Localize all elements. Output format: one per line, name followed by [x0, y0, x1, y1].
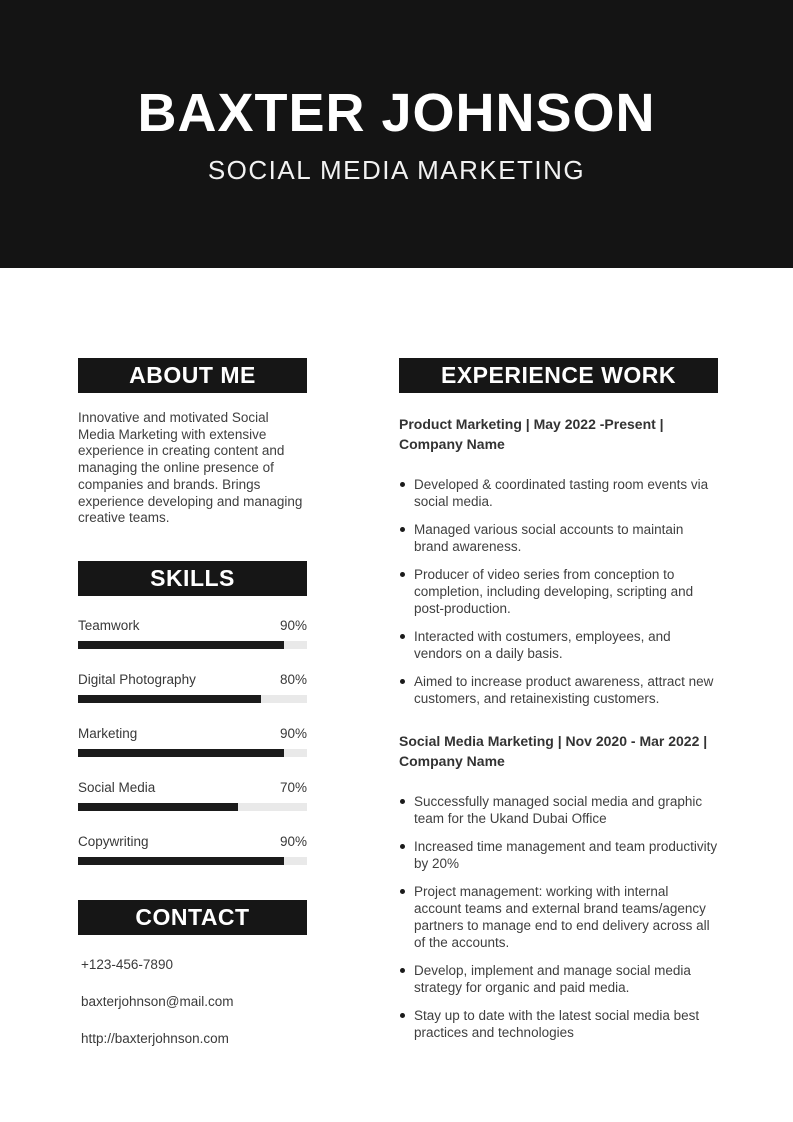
job-bullet: Developed & coordinated tasting room events via social media.	[399, 476, 718, 510]
skill-label: Marketing	[78, 725, 138, 741]
job-bullet: Stay up to date with the latest social media best practices and technologies	[399, 1007, 718, 1041]
resume-header	[0, 0, 793, 268]
job-bullet: Develop, implement and manage social media strategy for organic and paid media.	[399, 962, 718, 996]
skill-line	[78, 780, 307, 795]
contact-item: +123-456-7890	[81, 956, 173, 972]
skill-progress-fill	[78, 803, 238, 811]
job-entry	[399, 414, 718, 707]
skill-label: Digital Photography	[78, 671, 196, 687]
job-bullet: Successfully managed social media and graphic team for the Ukand Dubai Office	[399, 793, 718, 827]
job-heading: Social Media Marketing | Nov 2020 - Mar 2022 | Company Name	[399, 733, 708, 769]
job-bullet: Interacted with costumers, employees, and vendors on a daily basis.	[399, 628, 718, 662]
job-heading: Product Marketing | May 2022 -Present | Company Name	[399, 416, 664, 452]
skills-list	[78, 618, 307, 865]
skill-row	[78, 726, 307, 757]
skills-section	[78, 561, 307, 865]
skill-percent: 90%	[279, 725, 307, 741]
about-text: Innovative and motivated Social Media Marketing with extensive experience in creating content and managing the online presence of companies and brands. Brings experience developing and managing creative teams.	[78, 410, 303, 526]
skill-progress-fill	[78, 857, 284, 865]
contact-section	[78, 900, 307, 1046]
jobs-list	[399, 414, 718, 1041]
skill-progress-track	[78, 857, 307, 865]
skill-percent: 90%	[279, 617, 307, 633]
job-bullet: Aimed to increase product awareness, attract new customers, and retainexisting customers.	[399, 673, 718, 707]
job-bullet: Project management: working with internal account teams and external brand teams/agency partners to manage end to end delivery across all of the accounts.	[399, 883, 718, 951]
skill-label: Teamwork	[78, 617, 140, 633]
about-section	[78, 358, 307, 527]
job-bullet: Increased time management and team productivity by 20%	[399, 838, 718, 872]
skill-row	[78, 780, 307, 811]
skill-percent: 80%	[279, 671, 307, 687]
contact-item: baxterjohnson@mail.com	[81, 993, 234, 1009]
skill-row	[78, 834, 307, 865]
skill-label: Copywriting	[78, 833, 149, 849]
experience-section-heading: EXPERIENCE WORK	[399, 358, 718, 393]
skills-section-heading: SKILLS	[78, 561, 307, 596]
experience-column	[399, 358, 718, 1046]
skill-row	[78, 618, 307, 649]
skill-line	[78, 834, 307, 849]
skill-progress-track	[78, 803, 307, 811]
skill-percent: 70%	[279, 779, 307, 795]
skill-progress-track	[78, 749, 307, 757]
skill-progress-fill	[78, 641, 284, 649]
contact-list	[78, 957, 307, 1046]
job-bullets	[399, 793, 718, 1041]
job-bullet: Producer of video series from conception to completion, including developing, scripting and post-production.	[399, 566, 718, 617]
skill-line	[78, 726, 307, 741]
skill-progress-track	[78, 695, 307, 703]
skill-row	[78, 672, 307, 703]
content-columns	[0, 268, 793, 1046]
skill-progress-track	[78, 641, 307, 649]
skill-progress-fill	[78, 695, 261, 703]
left-column	[78, 358, 307, 1046]
job-bullets	[399, 476, 718, 707]
skill-percent: 90%	[279, 833, 307, 849]
skill-line	[78, 618, 307, 633]
skill-line	[78, 672, 307, 687]
skill-progress-fill	[78, 749, 284, 757]
contact-section-heading: CONTACT	[78, 900, 307, 935]
person-name: BAXTER JOHNSON	[137, 83, 656, 143]
job-entry	[399, 731, 718, 1041]
contact-item: http://baxterjohnson.com	[81, 1030, 229, 1046]
skill-label: Social Media	[78, 779, 156, 795]
job-bullet: Managed various social accounts to maintain brand awareness.	[399, 521, 718, 555]
about-section-heading: ABOUT ME	[78, 358, 307, 393]
person-role: SOCIAL MEDIA MARKETING	[207, 155, 586, 185]
